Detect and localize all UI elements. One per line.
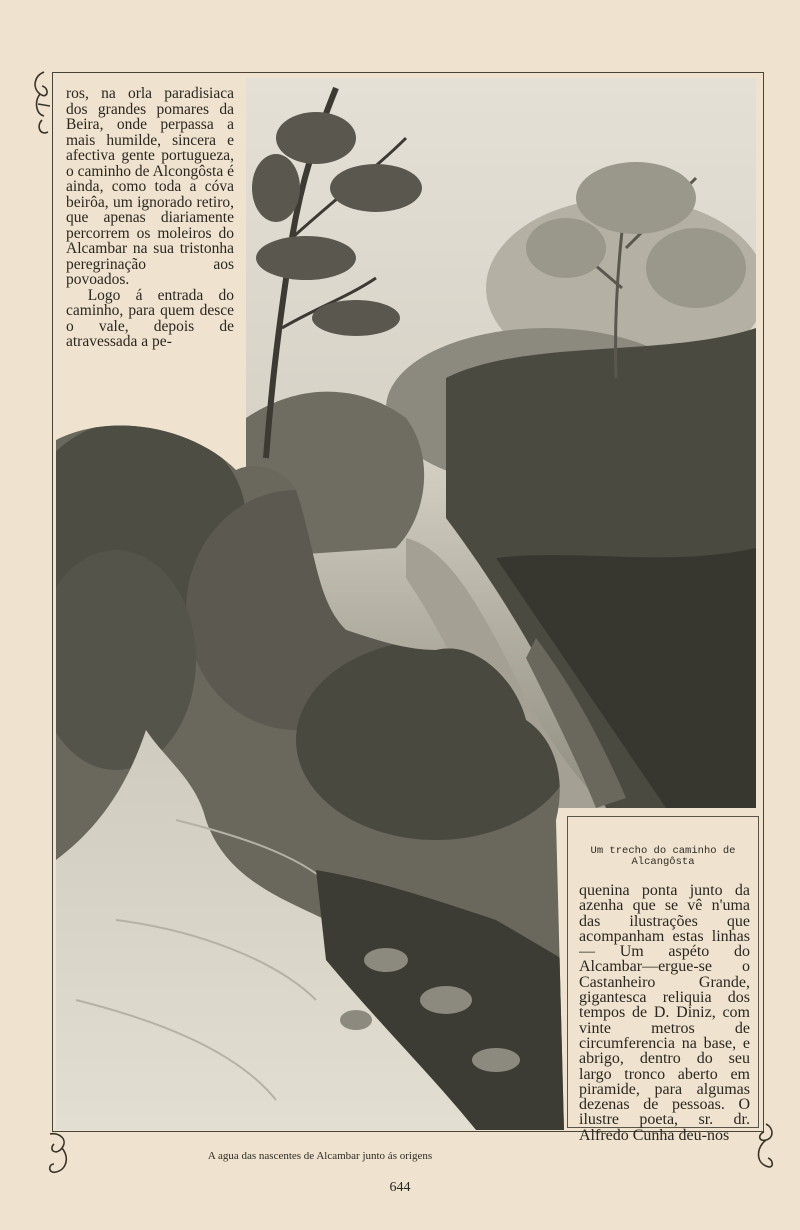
article-text-bottom: [579, 883, 750, 1143]
page-number: 644: [389, 1180, 411, 1195]
photo-water-channel: [56, 400, 564, 1130]
paragraph: Logo á entrada do caminho, para quem desce o vale, depois de atravessada a pe-: [66, 286, 234, 350]
paragraph: ros, na orla paradisiaca dos grandes pomares da Beira, onde perpassa a mais humilde, sincera e afectiva gente portugueza, o caminho de Alcongôsta é ainda, como toda a cóva beirôa, um ignorado retiro, que apenas diariamente percorrem os moleiros do Alcambar na sua tristonha peregrinação aos povoados.: [66, 85, 234, 288]
corner-ornament-top-left-icon: [30, 70, 56, 140]
corner-ornament-bottom-left-icon: [44, 1130, 74, 1180]
caption-water-photo: A agua das nascentes de Alcambar junto ás origens: [207, 1150, 433, 1162]
article-text-top: [66, 86, 234, 350]
corner-ornament-bottom-right-icon: [752, 1120, 778, 1176]
paragraph: quenina ponta junto da azenha que se vê n'uma das ilustrações que acompanham estas linhas— Um aspéto do Alcambar—ergue-se o Castanheiro Grande, gigantesca reliquia dos tempos de D. Diniz, com vinte metros de circumferencia na base, e abrigo, dentro do seu largo tronco aberto em piramide, para algumas dezenas de pessoas. O ilustre poeta, sr. dr. Alfredo Cunha deu-nos: [579, 882, 750, 1144]
caption-path-photo: Um trecho do caminho de Alcangôsta: [590, 845, 736, 868]
